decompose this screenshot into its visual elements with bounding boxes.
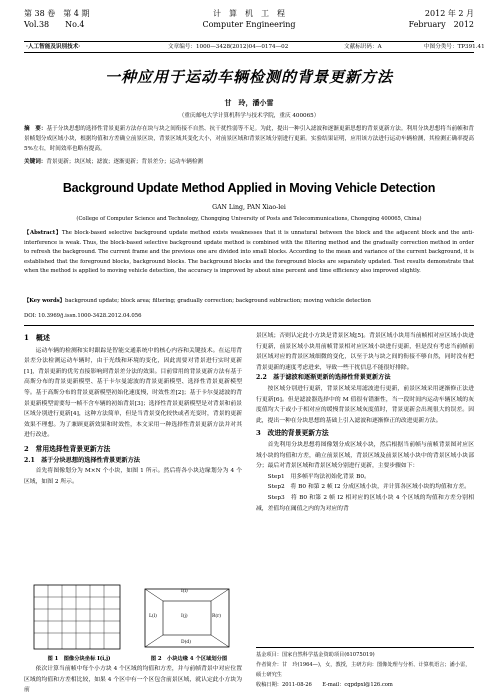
authors-cn: 甘 玲，潘小雷 xyxy=(224,98,274,107)
region-label-i: I(i) xyxy=(181,589,188,594)
author-note: 作者简介：甘 玲(1964—)，女，教授，主研方向：图像处理与分析、计算机语言；潘小雷，硕士研究生 xyxy=(256,662,471,678)
journal-name xyxy=(174,8,324,30)
volume-en: Vol.38 No.4 xyxy=(24,20,85,29)
volume-cn: 第 38 卷 第 4 期 xyxy=(24,9,90,18)
abstract-cn-label: 摘 要： xyxy=(24,126,47,132)
region-label-l: L(l) xyxy=(149,614,157,619)
journal-en: Computer Engineering xyxy=(202,20,296,29)
date-en: February 2012 xyxy=(408,20,474,29)
abstract-cn xyxy=(24,124,474,154)
section-2-1-text: 首先将图像划分为 M×N 个小块，如图 1 所示。然后将各小块边缘划分为 4 个区域，如图 2 所示。 xyxy=(24,468,242,485)
date-cn: 2012 年 2 月 xyxy=(424,9,474,18)
affiliation-cn: （重庆邮电大学计算机科学与技术学院，重庆 400065） xyxy=(178,113,320,119)
abstract-en xyxy=(24,229,474,277)
section-2-heading: 2 常用选择性背景更新方法 xyxy=(24,444,111,453)
right-column xyxy=(256,331,474,514)
abstract-en-label: 【Abstract】 xyxy=(24,230,62,236)
section-2-2-text: 按区域分别进行更新，背景区域采用滤波进行更新，前景区域采用逐渐修正法进行更新[6]。但是滤波器选择中的 M 值很有错渐性，当一段时间内运动车辆区域的灰度值均大于或小于相对应的缓慢背景区域灰度值时，背景更新会出现很大的误差。因此，提出一种在分块思想的基础上引入滤波和逐渐修正的改进更新方法。 xyxy=(256,385,474,424)
fund-note: 基金项目：国家自然科学基金资助项目(61075019) xyxy=(256,652,375,658)
abstract-cn-text: 基于分块思想的选择性背景更新方法存在块与块之间衔接不自然、抗干扰性弱等不足。为此，提出一种引入滤波和逐渐更新思想的背景更新方法。利用分块思想将当前帧和背景帧划分成区域小块，根据均值和方差确立前景区块，背景区域其变化大小，对前景区域和背景区域分别进行更新。实验结果证明，应用该方法进行运动车辆检测，其检测正确率提高 5%左右，时间效率也略有提高。 xyxy=(24,126,474,152)
affiliation-en: (College of Computer Science and Technology, Chongqing University of Posts and Telecommunications, Chongqing 400065, China) xyxy=(76,216,422,222)
section-1-text: 运动车辆的检测和实时跟踪是智能交通系统中的核心内容和关键技术。在运用背景差分法检测运动车辆时，由于光线和环境的变化，因此需要对背景进行实时更新[1]，背景更新的优劣直接影响到背景差分法的效果。目前常用的背景更新方法有基于高斯分布的背景更新模型、基于卡尔曼滤波的背景更新模型、选择性背景更新模型等。基于高斯分布的背景更新模型初始化速度慢，时效性差[2]；基于卡尔曼滤波的背景更新模型需要每一帧不含车辆的初始背景[3]；选择性背景更新模型是对背景和前景区域分别进行更新[4]，这种方法简单，但是当背景变化较快或者光变时，背景的更新效果不理想。为了兼顾更新效果和时效性，本文采用一种选择性背景更新方法并对其进行改进。 xyxy=(24,347,242,439)
title-cn: 一种应用于运动车辆检测的背景更新方法 xyxy=(104,68,393,86)
figure-1-caption: 图 1 图像分块坐标 I(i,j) xyxy=(47,656,111,662)
authors-en: GAN Ling, PAN Xiao-lei xyxy=(212,204,286,211)
section-2-1-heading: 2.1 基于分块思想的选择性背景更新方法 xyxy=(24,456,140,464)
step-2: Step2 将 B0 和第 2 帧 I2 分成区域小块，并计算各区域小块的均值和方差。 xyxy=(267,484,470,491)
figure-1-grid xyxy=(30,583,125,653)
section-1-heading: 1 概述 xyxy=(24,333,50,342)
section-2-2-heading: 2.2 基于滤波和逐渐更新的选择性背景更新方法 xyxy=(256,374,391,382)
step-1: Step1 用多帧平均法初始化背景 B0。 xyxy=(267,473,370,480)
keywords-cn xyxy=(24,157,474,167)
step-3: Step3 将 B0 和第 2 帧 I2 相对应的区域小块 4 个区域的均值和方差分别相减，差值均在阈值之内的为对应的背 xyxy=(256,494,474,512)
article-number: 文章编号：1000—3428(2012)04—0174—02 xyxy=(168,44,289,50)
section-3-heading: 3 改进的背景更新方法 xyxy=(256,429,329,438)
keywords-en-label: 【Key words】 xyxy=(24,298,65,304)
region-label-r: R(r) xyxy=(212,614,222,619)
section-3-text: 首先利用分块思想将图像划分成区域小块，然后根据当前帧与前帧背景图对应区域小块的均值和方差，确立前景区域，背景区域及前景区域小块中的背景区域小块部分；最后对背景区域和背景区域分别进行更新，主要步骤如下： xyxy=(256,441,474,470)
footnote-rule xyxy=(256,647,474,648)
right-text-1: 景区域；否则认定此小方块是背景区域[5]。背景区域小块用当前帧相对应区域小块进行更新，前景区域小块用前帧背景相对应区域小块进行更新，但是没有考虑当前帧前景区域对应的背景区域细微的变化，以至于块与块之间的衔接不够自然，同时没有把背景更新的速度考虑进来，导致一些干扰信息不能很好排除。 xyxy=(256,333,474,371)
divider xyxy=(24,325,474,326)
title-en: Background Update Method Applied in Moving Vehicle Detection xyxy=(62,181,436,195)
region-label-j: I(j) xyxy=(181,614,188,619)
section-2-1-text-2: 依次计算当前帧中每个小方块 4 个区域的均值和方差，并与前帧背景中对应位置区域的均值和方差相比较，如果 4 个区中有一个区包含前景区域，就认定此小方块为前 xyxy=(24,666,242,694)
region-label-d: D(d) xyxy=(181,640,191,645)
clc-number: 中图分类号：TP391.41 xyxy=(424,44,485,50)
doc-code: 文献标识码：A xyxy=(344,44,382,50)
issue-date xyxy=(409,8,474,30)
footnotes xyxy=(256,650,474,690)
journal-cn: 计 算 机 工 程 xyxy=(213,9,285,18)
doi: DOI: 10.3969/j.issn.1000-3428.2012.04.056 xyxy=(24,313,142,319)
abstract-en-text: The block-based selective background update method exists weaknesses that it is unnatural between the block and the adjacent block and the anti-interference is weak. Thus, the block-based selective background update method is combined with the filtering method and the gradually correction method in order to refresh the background. The current frame and the previous one are divided into small blocks. According to the mean and variance of the current background, it is established that the foreground blocks, background blocks. The background blocks and the foreground blocks are separately updated. Test results demonstrate that when the method is applied to moving vehicle detection, the accuracy is improved by about nine percent and time efficiency also improved slightly. xyxy=(24,230,475,274)
section-2-1-continued xyxy=(24,664,242,697)
keywords-en-text: background update; block area; filtering; gradually correction; background subtraction; moving vehicle detection xyxy=(64,298,371,304)
keywords-en xyxy=(24,297,474,307)
received-note: 收稿日期：2011-08-26 E-mail：cqpdpxl@126.com xyxy=(256,682,393,688)
figure-2-caption: 图 2 小块边缘 4 个区域划分图 xyxy=(150,656,228,662)
meta-bar xyxy=(24,41,485,53)
volume-info xyxy=(24,8,89,30)
keywords-cn-text: 背景更新；块区域；滤波；逐渐更新；背景差分；运动车辆检测 xyxy=(46,159,204,165)
left-column xyxy=(24,331,242,487)
keywords-cn-label: 关键词： xyxy=(24,159,47,165)
section-label: ·人工智能及识别技术· xyxy=(26,44,81,50)
